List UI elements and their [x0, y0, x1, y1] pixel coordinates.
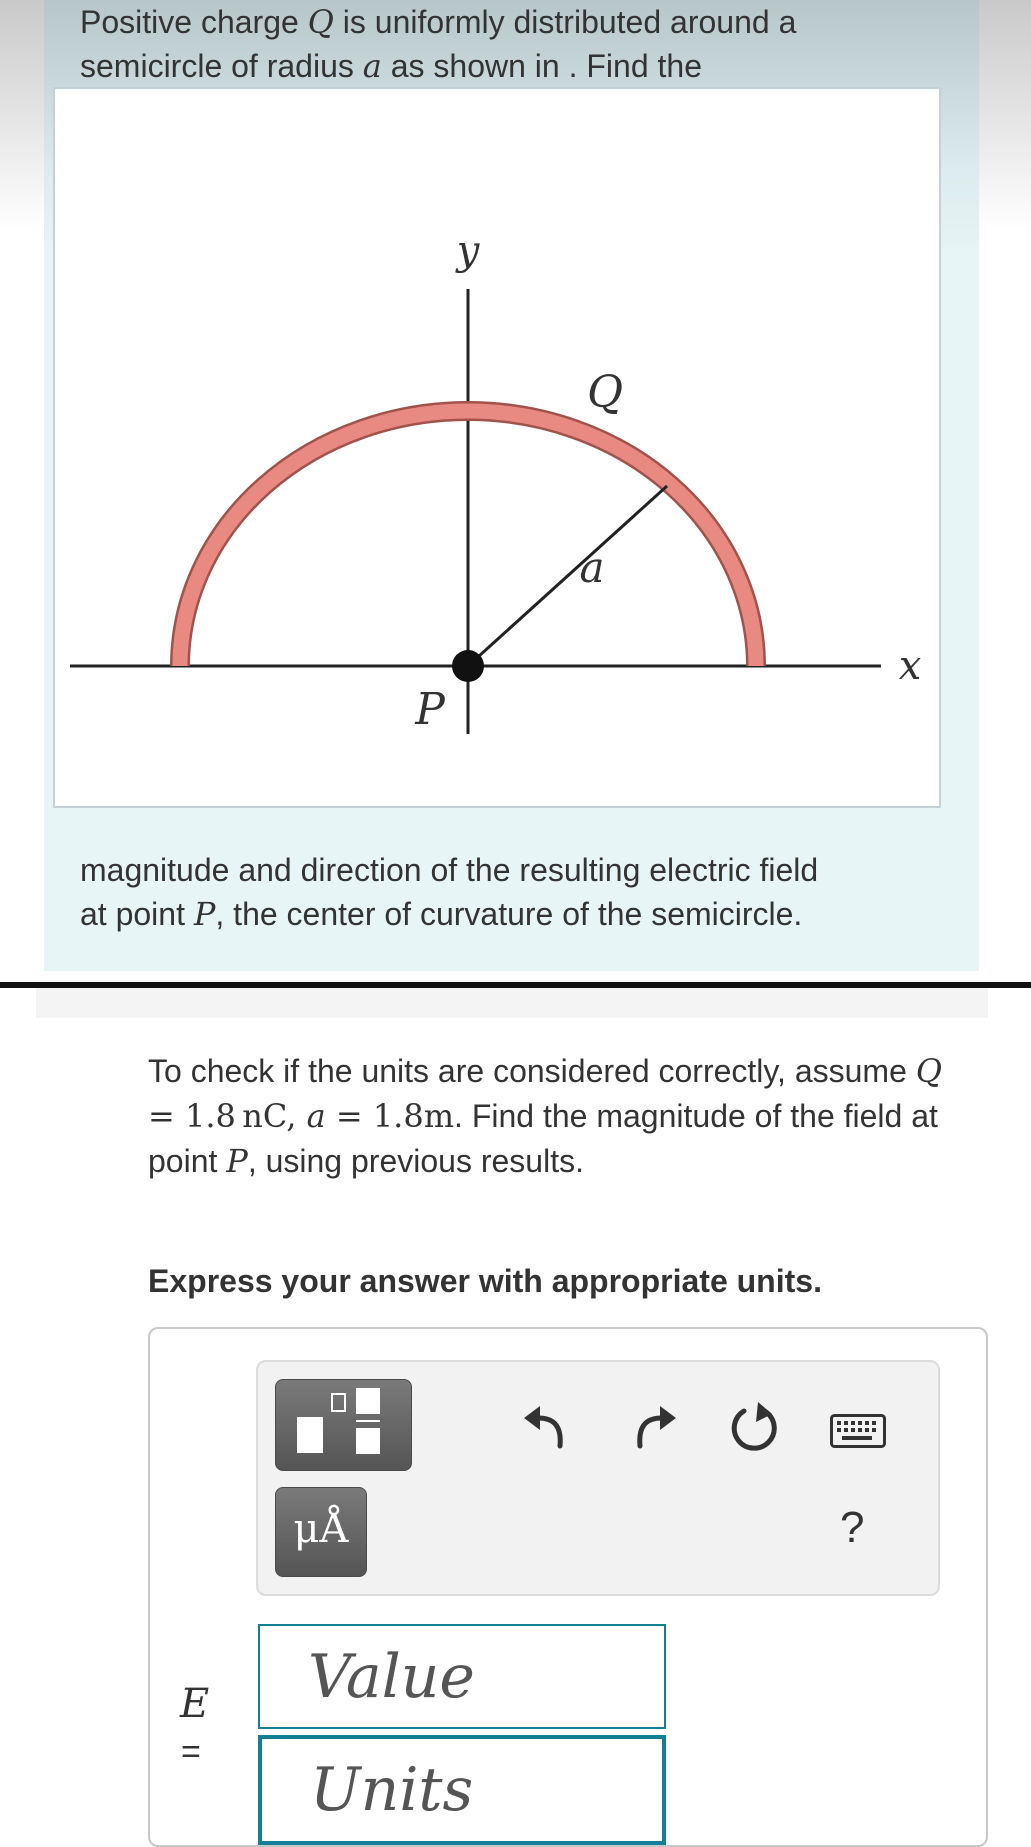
problem-intro-line-1: Positive charge Q is uniformly distributed around a	[80, 3, 797, 41]
equals-sign: =	[181, 1733, 201, 1771]
reset-icon[interactable]	[726, 1400, 782, 1456]
keyboard-icon[interactable]	[830, 1414, 886, 1448]
figure-drawing	[55, 89, 943, 810]
radius-label-a: a	[579, 543, 605, 592]
point-label-P: P	[415, 684, 445, 735]
charge-label-Q: Q	[586, 367, 624, 418]
answer-variable-label: E	[180, 1681, 210, 1727]
problem-intro-line-3: magnitude and direction of the resulting electric field	[80, 852, 819, 888]
part-question: To check if the units are considered correctly, assume Q = 1.8 nC, a = 1.8m. Find the magnitude of the field at point P, using previous results.	[148, 1052, 942, 1180]
semicircle-charge-figure	[53, 87, 941, 808]
value-input[interactable]	[258, 1624, 666, 1729]
units-input[interactable]	[258, 1735, 666, 1845]
undo-icon[interactable]	[520, 1400, 570, 1450]
point-P-dot	[452, 650, 484, 682]
problem-intro-line-4: at point P, the center of curvature of the semicircle.	[80, 895, 803, 933]
x-axis-label: x	[898, 643, 922, 689]
redo-icon[interactable]	[630, 1400, 680, 1450]
templates-icon	[276, 1380, 413, 1472]
help-button[interactable]: ?	[840, 1503, 865, 1552]
units-button-label: μÅ	[293, 1506, 349, 1552]
templates-button[interactable]	[275, 1379, 412, 1471]
part-header-strip	[36, 988, 988, 1018]
answer-instruction: Express your answer with appropriate units.	[148, 1263, 822, 1299]
y-axis-label: y	[456, 228, 480, 274]
radius-line	[468, 486, 667, 666]
units-button[interactable]	[275, 1487, 367, 1577]
problem-intro-line-2: semicircle of radius a as shown in . Find the	[80, 47, 702, 85]
